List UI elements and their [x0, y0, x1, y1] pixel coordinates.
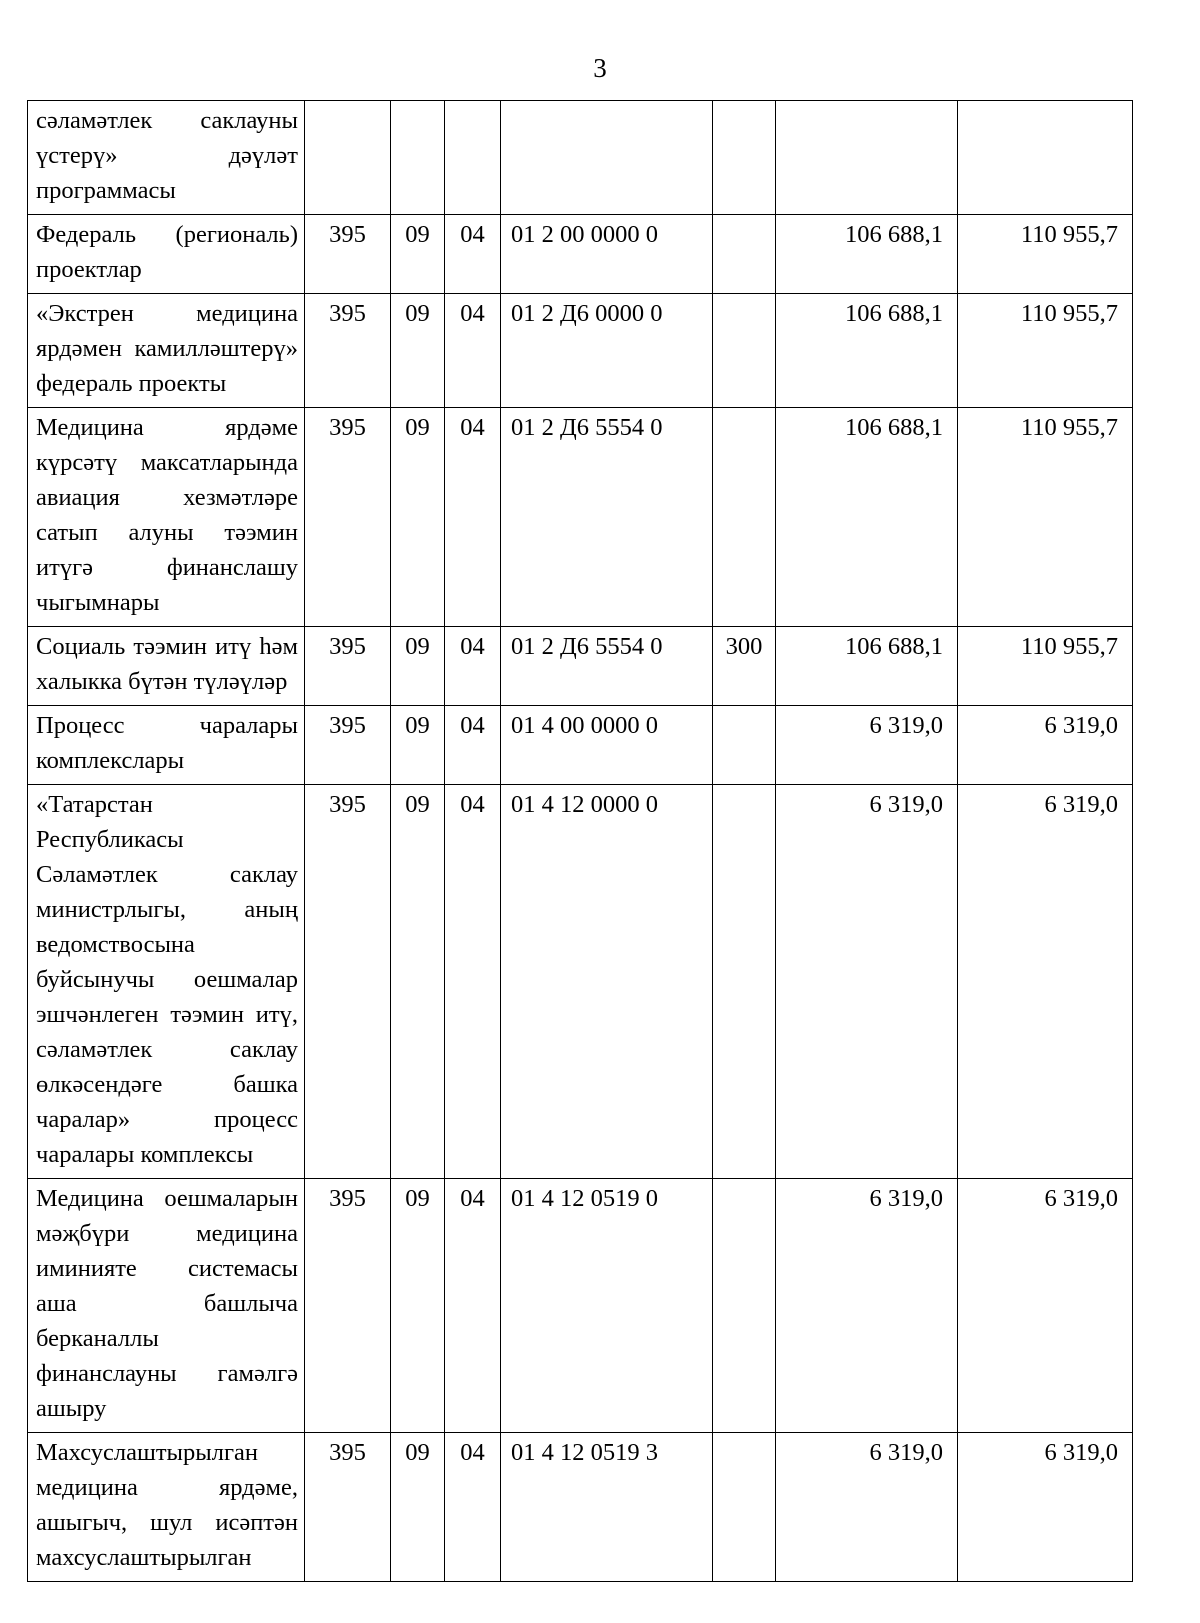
table-row: [28, 706, 1133, 785]
expenditure-type-code-text: [713, 1433, 775, 1439]
expenditure-name-cell: [28, 408, 305, 627]
table-row: [28, 101, 1133, 215]
expenditure-type-code-text: [713, 408, 775, 414]
section-code-text: 09: [405, 221, 430, 248]
table-row: [28, 785, 1133, 1179]
subsection-code-cell: [445, 785, 501, 1179]
section-code-cell: [391, 1433, 445, 1582]
section-code-text: 09: [405, 712, 430, 739]
expenditure-type-code-cell: [713, 101, 776, 215]
section-code-cell: [391, 706, 445, 785]
page-number: 3: [593, 53, 607, 83]
subsection-code-text: [445, 101, 500, 107]
amount-year-2-cell: [958, 408, 1133, 627]
table-row: [28, 627, 1133, 706]
subsection-code-cell: [445, 627, 501, 706]
amount-year-1-cell: [776, 627, 958, 706]
expenditure-type-code-text: 300: [725, 633, 763, 660]
chief-administrator-code-text: 395: [329, 791, 366, 818]
expenditure-name-text: Процесс чаралары комплекслары: [36, 712, 298, 774]
subsection-code-text: 04: [460, 1185, 485, 1212]
amount-year-2-text: 6 319,0: [1044, 1185, 1118, 1212]
target-article-code-text: 01 4 00 0000 0: [511, 712, 658, 739]
expenditure-type-code-cell: [713, 627, 776, 706]
chief-administrator-code-text: [305, 101, 390, 107]
amount-year-2-text: [958, 101, 1132, 107]
subsection-code-text: 04: [460, 633, 485, 660]
table-row: [28, 408, 1133, 627]
target-article-code-cell: [501, 408, 713, 627]
expenditure-name-cell: [28, 1179, 305, 1433]
amount-year-2-cell: [958, 785, 1133, 1179]
expenditure-type-code-cell: [713, 215, 776, 294]
amount-year-1-text: 106 688,1: [845, 221, 943, 248]
section-code-cell: [391, 215, 445, 294]
amount-year-1-text: 6 319,0: [869, 1439, 943, 1466]
expenditure-type-code-cell: [713, 785, 776, 1179]
expenditure-type-code-cell: [713, 1433, 776, 1582]
expenditure-name-cell: [28, 627, 305, 706]
chief-administrator-code-cell: [305, 215, 391, 294]
target-article-code-cell: [501, 785, 713, 1179]
subsection-code-text: 04: [460, 300, 485, 327]
amount-year-1-text: 106 688,1: [845, 414, 943, 441]
expenditure-name-text: Федераль (региональ) проектлар: [36, 221, 298, 283]
subsection-code-text: 04: [460, 414, 485, 441]
table-row: [28, 294, 1133, 408]
subsection-code-cell: [445, 101, 501, 215]
chief-administrator-code-text: 395: [329, 414, 366, 441]
section-code-cell: [391, 1179, 445, 1433]
subsection-code-text: 04: [460, 221, 485, 248]
amount-year-1-text: 6 319,0: [869, 791, 943, 818]
table-row: [28, 215, 1133, 294]
amount-year-2-text: 110 955,7: [1020, 221, 1118, 248]
target-article-code-text: [501, 101, 712, 107]
chief-administrator-code-cell: [305, 627, 391, 706]
target-article-code-cell: [501, 706, 713, 785]
target-article-code-text: 01 2 00 0000 0: [511, 221, 658, 248]
chief-administrator-code-cell: [305, 408, 391, 627]
section-code-text: 09: [405, 791, 430, 818]
expenditure-type-code-text: [713, 706, 775, 712]
target-article-code-text: 01 4 12 0519 3: [511, 1439, 658, 1466]
amount-year-1-cell: [776, 101, 958, 215]
subsection-code-text: 04: [460, 1439, 485, 1466]
section-code-text: 09: [405, 633, 430, 660]
expenditure-name-text: Социаль тәэмин итү һәм халыкка бүтән түләүләр: [36, 633, 298, 695]
expenditure-type-code-text: [713, 101, 775, 107]
expenditure-type-code-text: [713, 215, 775, 221]
subsection-code-cell: [445, 215, 501, 294]
table-body: [28, 101, 1133, 1582]
amount-year-1-text: 106 688,1: [845, 300, 943, 327]
amount-year-1-cell: [776, 408, 958, 627]
amount-year-1-cell: [776, 1433, 958, 1582]
expenditure-name-text: «Татарстан Республикасы Сәламәтлек саклау министрлыгы, аның ведомствосына буйсынучы оешмалар эшчәнлеген тәэмин итү, сәламәтлек саклау өлкәсендәге башка чаралар» процесс чаралары комплексы: [36, 791, 298, 1168]
subsection-code-cell: [445, 1179, 501, 1433]
amount-year-2-cell: [958, 1179, 1133, 1433]
subsection-code-cell: [445, 294, 501, 408]
section-code-cell: [391, 101, 445, 215]
subsection-code-text: 04: [460, 712, 485, 739]
section-code-text: 09: [405, 1185, 430, 1212]
subsection-code-cell: [445, 408, 501, 627]
amount-year-2-text: 110 955,7: [1020, 300, 1118, 327]
amount-year-1-text: 6 319,0: [869, 1185, 943, 1212]
expenditure-name-text: Махсуслаштырылган медицина ярдәме, ашыгыч, шул исәптән махсуслаштырылган: [36, 1439, 298, 1571]
chief-administrator-code-cell: [305, 294, 391, 408]
chief-administrator-code-text: 395: [329, 1185, 366, 1212]
expenditure-type-code-cell: [713, 1179, 776, 1433]
expenditure-name-text: «Экстрен медицина ярдәмен камилләштерү» федераль проекты: [36, 300, 298, 397]
target-article-code-text: 01 4 12 0000 0: [511, 791, 658, 818]
amount-year-1-cell: [776, 294, 958, 408]
expenditure-name-cell: [28, 101, 305, 215]
target-article-code-text: 01 2 Д6 5554 0: [511, 633, 663, 660]
target-article-code-cell: [501, 101, 713, 215]
expenditure-type-code-text: [713, 1179, 775, 1185]
amount-year-2-cell: [958, 627, 1133, 706]
target-article-code-cell: [501, 1433, 713, 1582]
budget-appropriations-table: [27, 100, 1133, 1582]
chief-administrator-code-cell: [305, 1179, 391, 1433]
expenditure-name-cell: [28, 785, 305, 1179]
target-article-code-text: 01 4 12 0519 0: [511, 1185, 658, 1212]
amount-year-2-text: 6 319,0: [1044, 712, 1118, 739]
amount-year-1-cell: [776, 1179, 958, 1433]
subsection-code-cell: [445, 1433, 501, 1582]
amount-year-1-cell: [776, 215, 958, 294]
target-article-code-cell: [501, 294, 713, 408]
expenditure-type-code-cell: [713, 408, 776, 627]
expenditure-name-text: сәламәтлек саклауны үстерү» дәүләт программасы: [36, 107, 298, 204]
amount-year-2-cell: [958, 294, 1133, 408]
section-code-cell: [391, 408, 445, 627]
amount-year-2-cell: [958, 215, 1133, 294]
section-code-cell: [391, 627, 445, 706]
chief-administrator-code-text: 395: [329, 300, 366, 327]
expenditure-name-cell: [28, 294, 305, 408]
amount-year-1-text: [776, 101, 957, 107]
amount-year-2-cell: [958, 706, 1133, 785]
section-code-text: 09: [405, 1439, 430, 1466]
amount-year-2-cell: [958, 101, 1133, 215]
target-article-code-text: 01 2 Д6 0000 0: [511, 300, 663, 327]
table-row: [28, 1179, 1133, 1433]
expenditure-name-text: Медицина оешмаларын мәҗбүри медицина иминияте системасы аша башлыча берканаллы финанслауны гамәлгә ашыру: [36, 1185, 298, 1422]
chief-administrator-code-cell: [305, 1433, 391, 1582]
amount-year-2-text: 6 319,0: [1044, 1439, 1118, 1466]
chief-administrator-code-text: 395: [329, 1439, 366, 1466]
amount-year-1-text: 6 319,0: [869, 712, 943, 739]
table-row: [28, 1433, 1133, 1582]
subsection-code-text: 04: [460, 791, 485, 818]
target-article-code-cell: [501, 215, 713, 294]
target-article-code-cell: [501, 1179, 713, 1433]
chief-administrator-code-text: 395: [329, 221, 366, 248]
expenditure-name-cell: [28, 1433, 305, 1582]
amount-year-1-text: 106 688,1: [845, 633, 943, 660]
target-article-code-cell: [501, 627, 713, 706]
chief-administrator-code-cell: [305, 785, 391, 1179]
section-code-cell: [391, 785, 445, 1179]
amount-year-1-cell: [776, 706, 958, 785]
amount-year-2-cell: [958, 1433, 1133, 1582]
chief-administrator-code-cell: [305, 706, 391, 785]
expenditure-name-cell: [28, 215, 305, 294]
section-code-cell: [391, 294, 445, 408]
expenditure-type-code-text: [713, 294, 775, 300]
amount-year-2-text: 110 955,7: [1020, 414, 1118, 441]
section-code-text: 09: [405, 414, 430, 441]
amount-year-2-text: 6 319,0: [1044, 791, 1118, 818]
amount-year-1-cell: [776, 785, 958, 1179]
chief-administrator-code-text: 395: [329, 633, 366, 660]
expenditure-name-cell: [28, 706, 305, 785]
section-code-text: [391, 101, 444, 107]
subsection-code-cell: [445, 706, 501, 785]
expenditure-type-code-cell: [713, 706, 776, 785]
target-article-code-text: 01 2 Д6 5554 0: [511, 414, 663, 441]
section-code-text: 09: [405, 300, 430, 327]
chief-administrator-code-text: 395: [329, 712, 366, 739]
expenditure-type-code-text: [713, 785, 775, 791]
expenditure-name-text: Медицина ярдәме күрсәтү максатларында авиация хезмәтләре сатып алуны тәэмин итүгә финанслашу чыгымнары: [36, 414, 298, 616]
amount-year-2-text: 110 955,7: [1020, 633, 1118, 660]
expenditure-type-code-cell: [713, 294, 776, 408]
chief-administrator-code-cell: [305, 101, 391, 215]
